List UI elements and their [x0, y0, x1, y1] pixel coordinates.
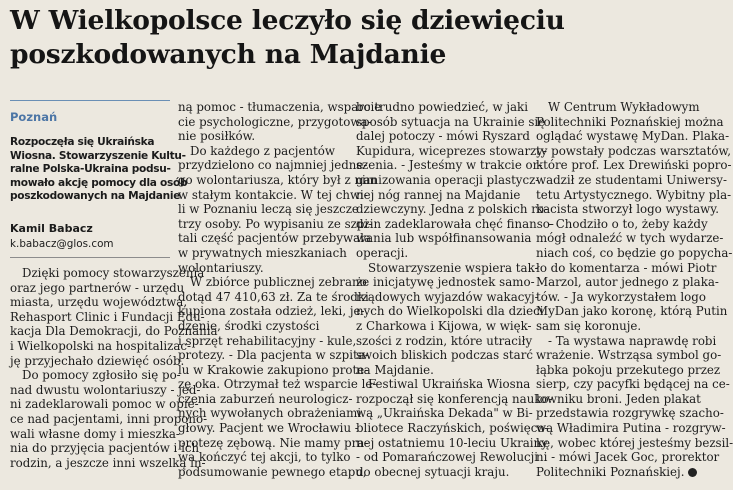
col4-line: W Centrum Wykładowym: [548, 100, 700, 114]
end-of-article-mark: [688, 468, 697, 477]
col1-line: nia do przyjęcia pacjentów i ich: [10, 441, 200, 456]
col1-line: i Wielkopolski na hospitalizac-: [10, 338, 191, 353]
col2-line: tali część pacjentów przebywała: [178, 231, 371, 246]
col2-line: li w Poznaniu leczą się jeszcze: [178, 202, 359, 217]
col3-line: rządowych wyjazdów wakacyj-: [356, 289, 539, 304]
col4-line: które prof. Lex Drewiński popro-: [536, 158, 732, 173]
col1-line: Dzięki pomocy stowarzyszenia: [22, 266, 205, 280]
lead-line: mowało akcję pomocy dla osób: [10, 176, 188, 189]
col4-line: ni - mówi Jacek Goc, prorektor: [536, 450, 720, 465]
col2-line: Do każdego z pacjentów: [190, 143, 335, 158]
col3-line: dziewczyny. Jedna z polskich ro-: [356, 202, 548, 217]
col4-line: sam się koronuje.: [536, 318, 642, 333]
col4-line: lowniku broni. Jeden plakat: [536, 391, 701, 406]
col3-line: - od Pomarańczowej Rewolucji: [356, 450, 539, 465]
col2-line: trzy osoby. Po wypisaniu ze szpi-: [178, 216, 373, 231]
col2-line: zę oka. Otrzymał też wsparcie le-: [178, 377, 377, 392]
author-name: Kamil Babacz: [10, 222, 93, 235]
author-rule: [10, 257, 170, 258]
col1-line: ce nad pacjentami, inni propono-: [10, 411, 208, 426]
headline-line-2: poszkodowanych na Majdanie: [10, 39, 447, 70]
lead-line: ralne Polska-Ukraina podsu-: [10, 163, 171, 176]
col3-line: do obecnej sytuacji kraju.: [356, 464, 510, 479]
col3-line: operacji.: [356, 245, 409, 260]
col3-line: rozpoczął się konferencją nauko-: [356, 391, 553, 406]
col4-line: MyDan jako koronę, którą Putin: [536, 304, 728, 319]
col3-line: ganizowania operacji plastycz-: [356, 172, 540, 187]
col1-line: ję przyjechało dziewięć osób.: [10, 353, 185, 368]
col4-line: Marzol, autor jednego z plaka-: [536, 275, 719, 290]
col2-line: protezy. - Dla pacjenta w szpita-: [178, 348, 369, 363]
col4-line: łąbka pokoju przekutego przez: [536, 362, 721, 377]
col1-line: ni zadeklarowali pomoc w opie-: [10, 397, 199, 412]
col4-line: kę, wobec której jesteśmy bezsil-: [536, 435, 733, 450]
col2-line: i sprzęt rehabilitacyjny - kule,: [178, 333, 357, 348]
col2-line: w prywatnych mieszkaniach: [178, 245, 347, 260]
col2-line: nie posiłków.: [178, 129, 256, 144]
col4-line: ło do komentarza - mówi Piotr: [536, 260, 717, 275]
col2-line: głowy. Pacjent we Wrocławiu -: [178, 421, 359, 436]
col2-line: dzenie, środki czystości: [178, 318, 320, 333]
col3-line: bliotece Raczyńskich, poświęco-: [356, 421, 549, 436]
col3-line: Festiwal Ukraińska Wiosna: [368, 377, 531, 392]
col1-line: nad dwustu wolontariuszy - jed-: [10, 382, 201, 397]
col2-line: dotąd 47 410,63 zł. Za te środki: [178, 289, 369, 304]
col4-line: przedstawia rozgrywkę szacho-: [536, 406, 724, 421]
col1-line: rodzin, a jeszcze inni wszelką in-: [10, 455, 206, 470]
author-email[interactable]: k.babacz@glos.com: [10, 238, 114, 250]
col2-line: ną pomoc - tłumaczenia, wsparcie: [178, 100, 382, 114]
col4-line: wą Władimira Putina - rozgryw-: [536, 421, 726, 436]
col2-line: podsumowanie pewnego etapu,: [178, 464, 367, 479]
col2-line: w stałym kontakcie. W tej chwi-: [178, 187, 368, 202]
lead-paragraph: [10, 136, 188, 204]
col2-line: cie psychologiczne, przygotowa-: [178, 114, 372, 129]
column-1: [10, 266, 218, 470]
col1-line: oraz jego partnerów - urzędu: [10, 280, 185, 295]
col2-line: kupiona została odzież, leki, je-: [178, 304, 365, 319]
col3-line: szenia. - Jesteśmy w trakcie or-: [356, 158, 543, 173]
col3-line: bo trudno powiedzieć, w jaki: [356, 100, 528, 114]
col1-line: Do pomocy zgłosiło się po-: [22, 368, 181, 383]
col2-line: czenia zaburzeń neurologicz-: [178, 391, 353, 406]
col3-line: Kupidura, wiceprezes stowarzy-: [356, 143, 547, 158]
col3-line: szości z rodzin, które utraciły: [356, 333, 533, 348]
col3-line: na Majdanie.: [356, 362, 434, 377]
col4-line: tów. - Ja wykorzystałem logo: [536, 289, 706, 304]
col3-line: że inicjatywę jednostek samo-: [356, 275, 535, 290]
col4-line: - Chodziło o to, żeby każdy: [548, 216, 708, 231]
col4-line: niach coś, co będzie go popycha-: [536, 245, 733, 260]
col1-line: wali własne domy i mieszka-: [10, 426, 180, 441]
col4-line: mógł odnaleźć w tych wydarze-: [536, 231, 724, 246]
col3-line: Stowarzyszenie wspiera tak-: [368, 260, 539, 275]
col3-line: wą „Ukraińska Dekada" w Bi-: [356, 406, 533, 421]
col1-line: kacja Dla Demokracji, do Poznania: [10, 324, 218, 339]
col3-line: dalej potoczy - mówi Ryszard: [356, 129, 530, 144]
col4-line: Politechniki Poznańskiej.: [536, 465, 704, 480]
lead-line: poszkodowanych na Majdanie: [10, 190, 181, 203]
col3-line: nych do Wielkopolski dla dzieci: [356, 304, 544, 319]
col4-line: tetu Artystycznego. Wybitny pla-: [536, 187, 732, 202]
headline-line-1: W Wielkopolsce leczyło się dziewięciu: [10, 5, 565, 36]
headline: [10, 4, 700, 72]
column-2: [178, 100, 382, 479]
col2-line: wolontariuszy.: [178, 260, 264, 275]
col2-line: protezę zębową. Nie mamy pra-: [178, 435, 369, 450]
col1-line: miasta, urzędu województwa,: [10, 295, 188, 310]
col3-line: wania lub współfinansowania: [356, 231, 532, 246]
col4-line: - Ta wystawa naprawdę robi: [548, 333, 717, 348]
col1-line: Rehasport Clinic i Fundacji Edu-: [10, 309, 205, 324]
lead-line: Rozpoczęła się Ukraińska: [10, 136, 155, 148]
col2-line: lu w Krakowie zakupiono prote-: [178, 362, 369, 377]
column-4: [536, 100, 733, 479]
col3-line: nej ostatniemu 10-leciu Ukrainy: [356, 435, 548, 450]
col2-line: przydzielono co najmniej jedne-: [178, 158, 368, 173]
section-label: Poznań: [10, 110, 58, 124]
col4-line: sierp, czy pacyfki będącej na ce-: [536, 377, 730, 392]
col2-line: W zbiórce publicznej zebrano: [190, 275, 367, 290]
col3-line: z Charkowa i Kijowa, w więk-: [356, 318, 532, 333]
column-3: [356, 100, 554, 479]
col2-line: nych wywołanych obrażeniami: [178, 406, 362, 421]
col3-line: nej nóg rannej na Majdanie: [356, 187, 521, 202]
col3-line: swoich bliskich podczas starć: [356, 348, 533, 363]
col3-line: sposób sytuacja na Ukrainie się: [356, 114, 546, 129]
col4-line: Politechniki Poznańskiej można: [536, 114, 724, 129]
col2-line: wa kończyć tej akcji, to tylko: [178, 450, 351, 465]
section-rule: [10, 100, 170, 101]
col4-line: kacista stworzył logo wystawy.: [536, 202, 720, 217]
col4-line: wrażenie. Wstrząsa symbol go-: [536, 348, 722, 363]
col4-line: wadził ze studentami Uniwersy-: [536, 172, 727, 187]
col4-line: ty powstały podczas warsztatów,: [536, 143, 731, 158]
col3-line: dzin zadeklarowała chęć finanso-: [356, 216, 554, 231]
col4-line: oglądać wystawę MyDan. Plaka-: [536, 129, 730, 144]
col2-line: go wolontariusza, który był z nim: [178, 172, 378, 187]
lead-line: Wiosna. Stowarzyszenie Kultu-: [10, 149, 186, 162]
